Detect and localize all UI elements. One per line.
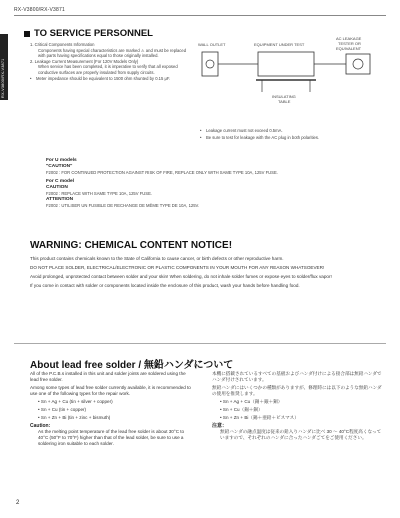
solder-type-ja-3: • Sn + Zn + Bi（錫＋亜鉛＋ビスマス） (220, 415, 299, 420)
header-divider (14, 15, 386, 16)
us-model-heading: For U models (46, 158, 77, 163)
meter-impedance-note: • Meter impedance should be equivalent to 1500 ohm shunted by 0.15 μF. (30, 76, 188, 82)
meter-dial-icon (353, 59, 363, 69)
leakage-polarity-note: • Be sure to test for leakage with the AC plug in both polarities. (200, 135, 380, 141)
solder-type-ja-2: • Sn + Cu（錫＋銅） (220, 407, 263, 412)
warning-paragraph-3: Avoid prolonged, unprotected contact between solder and your skin! When soldering, do not inhale solder fumes or expose eyes to solder/flux vapor! (30, 274, 332, 279)
leakage-test-diagram (196, 36, 386, 116)
tester-label-1: AC LEAKAGE (336, 36, 362, 41)
tester-label-3: EQUIVALENT (336, 46, 362, 51)
section-square-icon (24, 31, 30, 37)
lead-free-caution-text: As the melting point temperature of the lead free solder is about 30°C to 40°C (50°F to 70°F) higher than that of the lead solder, be sure to use a soldering iron suitable to each solder. (38, 429, 185, 446)
solder-type-3: • Sn + Zn + Bi (tin + zinc + bismuth) (38, 415, 111, 420)
us-fuse-text: F2002 : FOR CONTINUED PROTECTION AGAINST RISK OF FIRE, REPLACE ONLY WITH SAME TYPE 10A, 125V FUSE. (46, 170, 278, 175)
lead-free-en-1: All of the P.C.B.s installed in this unit and solder joints are soldered using the lead free solder. (30, 371, 186, 382)
solder-type-1: • Sn + Ag + Cu (tin + silver + copper) (38, 399, 113, 404)
leakage-limit-note: • Leakage current must not exceed 0.5mA. (200, 128, 380, 134)
warning-paragraph-1: This product contains chemicals known to the State of California to cause cancer, or birth defects or other reproductive harm. (30, 256, 284, 261)
lead-free-ja-1: 本機に搭載されているすべての基板およびハンダ付けによる接合部は無鉛ハンダでハンダ付けされています。 (212, 371, 382, 382)
fuse-notes (46, 158, 366, 208)
outlet-socket-icon (206, 60, 214, 68)
model-header: RX-V3800/RX-V3871 (14, 7, 65, 13)
lead-free-ja-caution-text: 無鉛ハンダの融点温度は従来の鉛入りハンダに比べ 30 〜 40°C程度高くなっていますので、それぞれのハンダに合ったハンダごてをご使用ください。 (220, 429, 382, 440)
c-fuse-text: F2002 : REPLACE WITH SAME TYPE 10A, 125V FUSE. (46, 191, 153, 197)
tester-box (346, 54, 370, 74)
lead-free-japanese (212, 371, 382, 443)
chemical-warning-body (30, 256, 382, 292)
equipment-box (258, 52, 314, 76)
insulating-label-2: TABLE (278, 99, 291, 104)
service-section-title (24, 28, 153, 39)
lead-free-caution-heading: Caution: (30, 423, 51, 429)
lead-free-en-2: Among some types of lead free solder currently available, it is recommended to use one of the following types for the repair work. (30, 385, 191, 396)
section-divider (14, 343, 386, 344)
solder-type-ja-1: • Sn + Ag + Cu（錫＋銀＋銅） (220, 399, 283, 404)
c-attention-label: ATTENTION (46, 196, 74, 202)
service-left-column (30, 42, 188, 83)
lead-free-english (30, 371, 194, 449)
us-caution-label: "CAUTION" (46, 164, 73, 169)
lead-free-ja-2: 無鉛ハンダにはいくつかの種類がありますが、修理時には以下のような無鉛ハンダの使用を推奨します。 (212, 385, 382, 396)
equipment-label: EQUIPMENT UNDER TEST (254, 42, 305, 47)
side-tab (0, 34, 8, 100)
service-title-text: TO SERVICE PERSONNEL (34, 28, 153, 39)
side-tab-label: RX-V3800/RX-V3871 (1, 58, 5, 98)
lead-free-ja-caution-heading: 注意： (212, 423, 228, 429)
critical-components-text: Components having special characteristics are marked ⚠ and must be replaced with parts having specifications equal to those originally installed. (38, 47, 187, 59)
wall-outlet-box (202, 52, 218, 76)
page-number: 2 (16, 500, 20, 506)
tester-label-2: TESTER OR (338, 41, 361, 46)
critical-components-heading: 1. Critical Components Information (30, 42, 95, 47)
diagram-svg (196, 36, 386, 116)
warning-paragraph-2: DO NOT PLACE SOLDER, ELECTRICAL/ELECTRONIC OR PLASTIC COMPONENTS IN YOUR MOUTH FOR ANY REASON WHATSOEVER! (30, 265, 325, 270)
c-caution-label: CAUTION (46, 185, 68, 191)
leakage-text: When service has been completed, it is imperative to verify that all exposed conductive surfaces are properly insulated from supply circuits. (38, 64, 178, 75)
service-right-column (200, 128, 380, 142)
chemical-warning-title: WARNING: CHEMICAL CONTENT NOTICE! (30, 240, 233, 251)
lead-free-title: About lead free solder / 無鉛ハンダについて (30, 360, 234, 371)
insulating-label-1: INSULATING (272, 94, 296, 99)
leakage-heading: 2. Leakage Current Measurement (For 120V Models Only) (30, 58, 139, 64)
warning-paragraph-4: If you come in contact with solder or components located inside the enclosure of this product, wash your hands before handling food. (30, 283, 300, 288)
solder-type-2: • Sn + Cu (tin + copper) (38, 407, 87, 412)
c-attention-text: F2002 : UTILISER UN FUSIBLE DE RECHANGE DE MÊME TYPE DE 10A, 125V. (46, 202, 200, 208)
wall-outlet-label: WALL OUTLET (198, 42, 226, 47)
c-model-heading: For C model (46, 179, 74, 185)
